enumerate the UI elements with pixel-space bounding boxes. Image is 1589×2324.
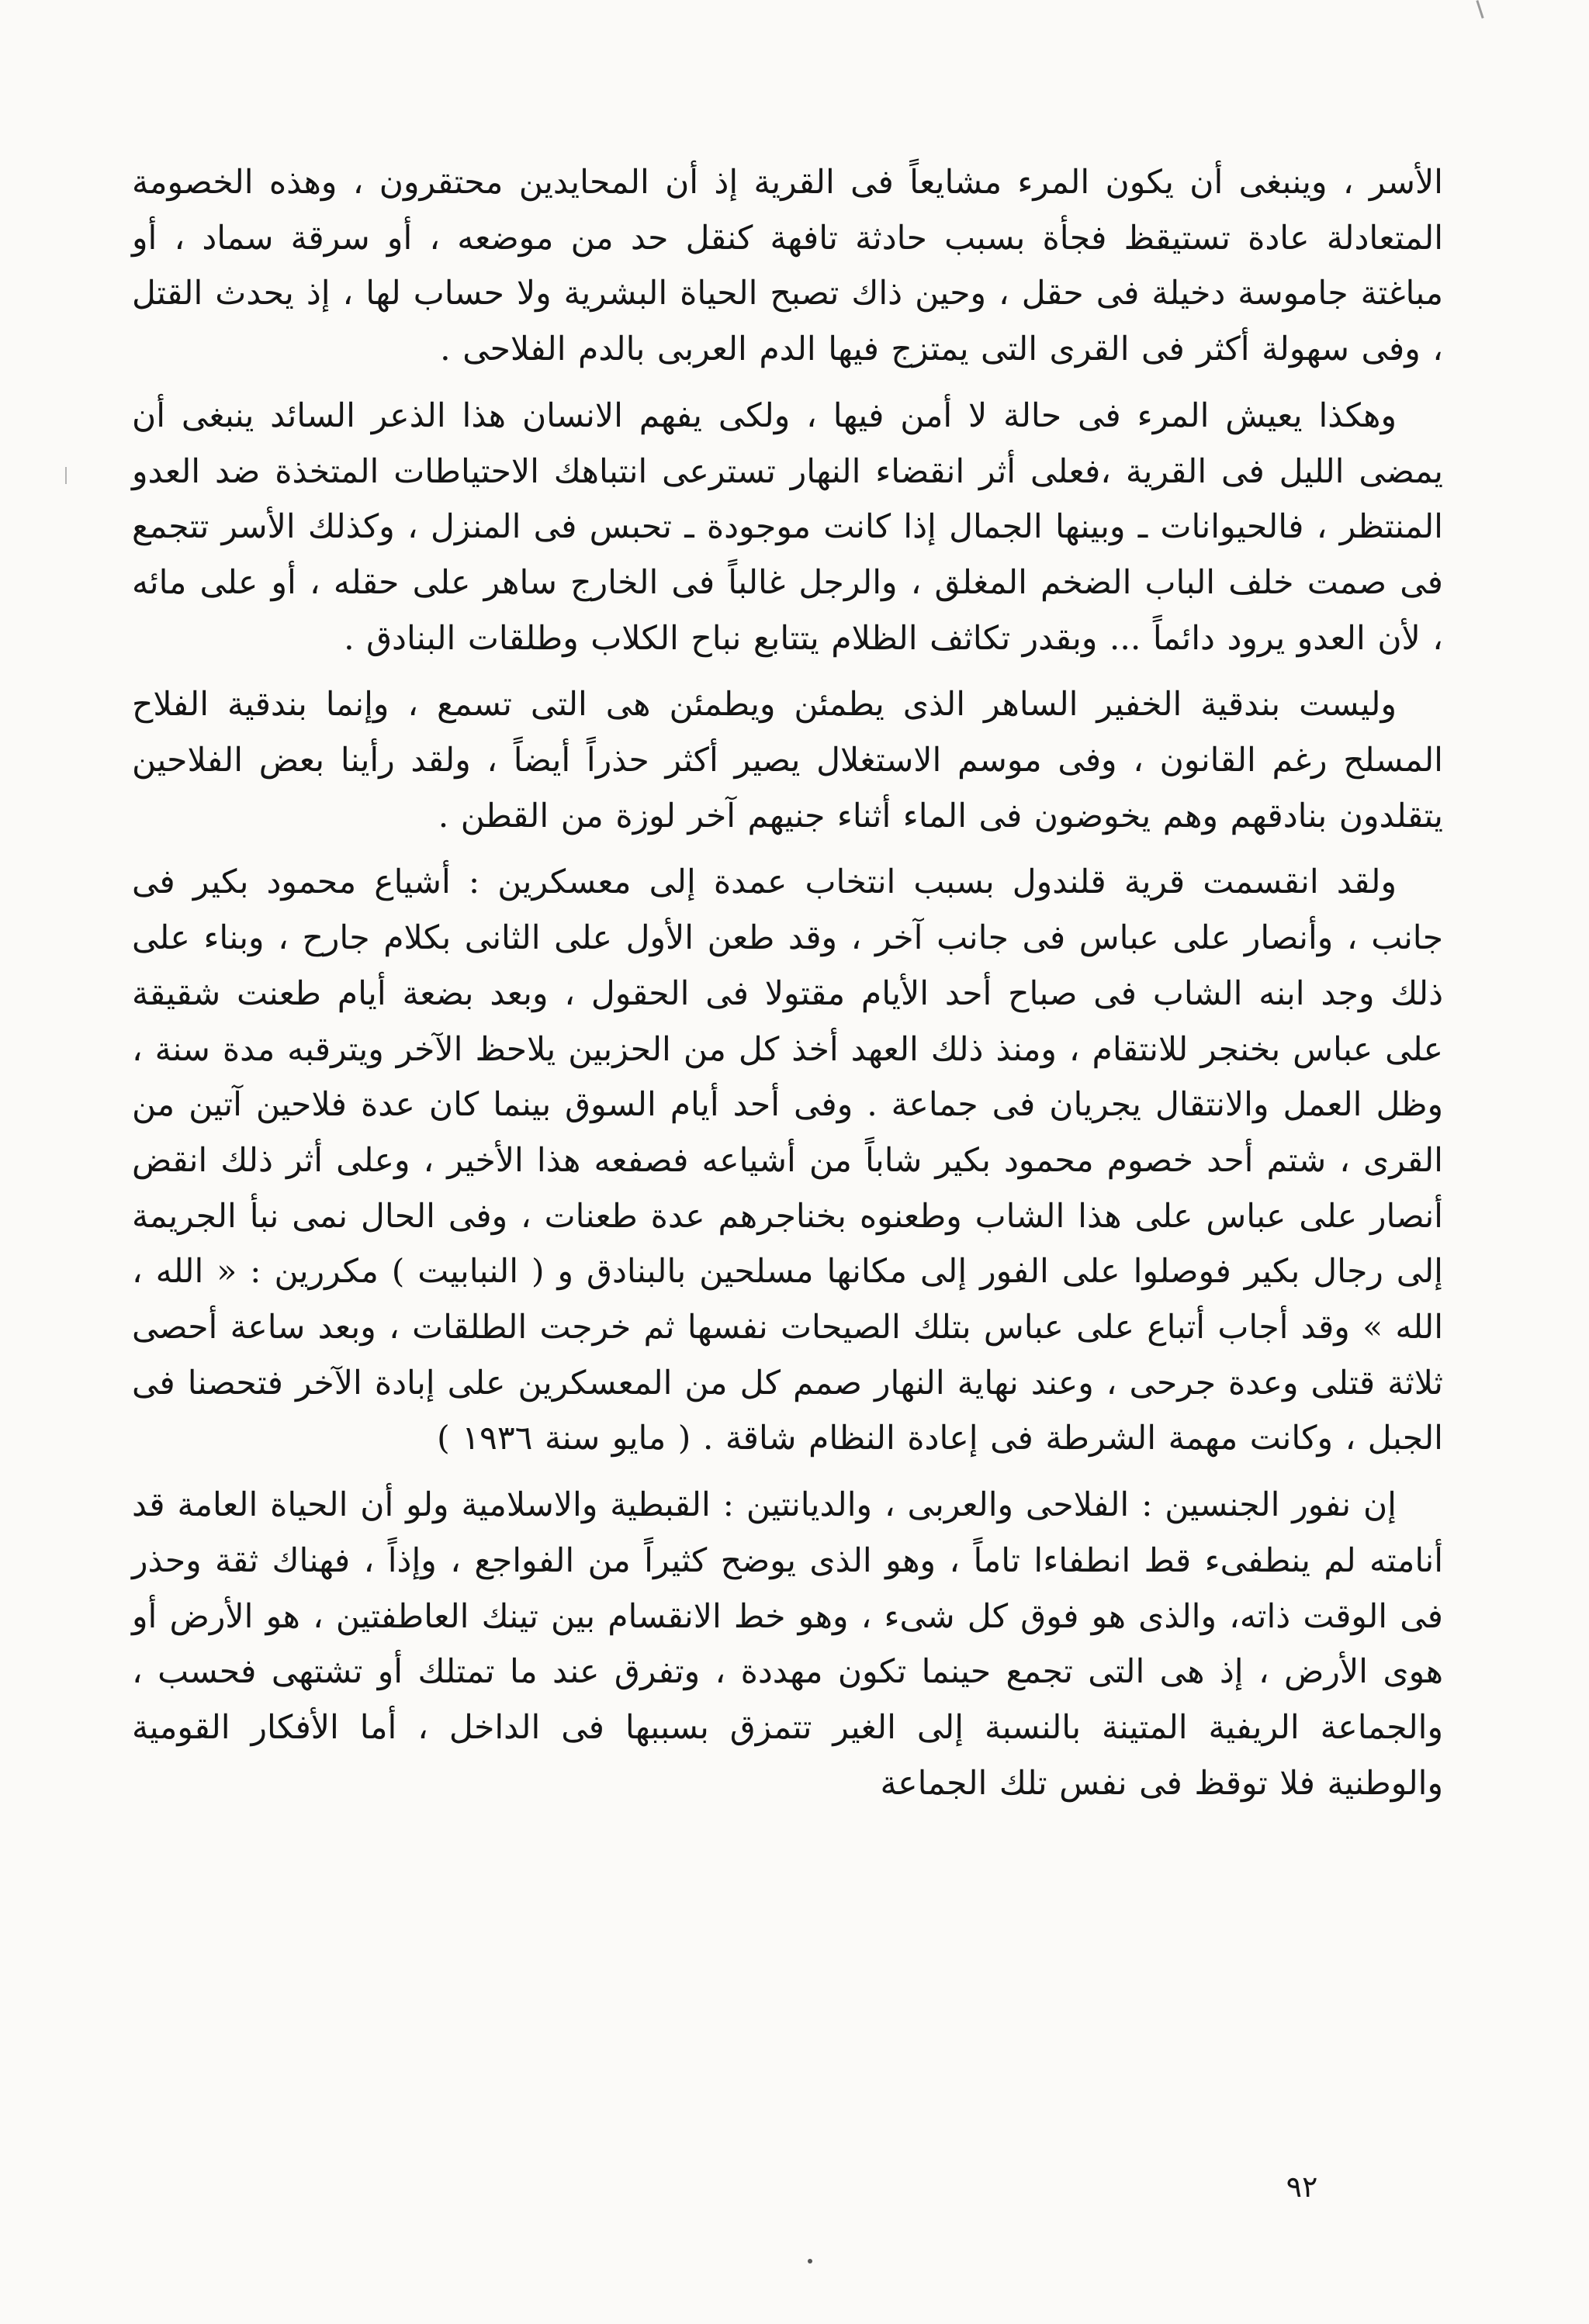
scan-mark-top <box>1476 0 1483 19</box>
paragraph-2: وهكذا يعيش المرء فى حالة لا أمن فيها ، ولكى يفهم الانسان هذا الذعر السائد ينبغى أن يمضى الليل فى القرية ،فعلى أثر انقضاء النهار تسترعى انتباهك الاحتياطات المتخذة ضد العدو المنتظر ، فالحيوانات ـ وبينها الجمال إذا كانت موجودة ـ تحبس فى المنزل ، وكذلك الأسر تتجمع فى صمت خلف الباب الضخم المغلق ، والرجل غالباً فى الخارج ساهر على حقله ، أو على مائه ، لأن العدو يرود دائماً ... وبقدر تكاثف الظلام يتتابع نباح الكلاب وطلقات البنادق . <box>132 396 1443 658</box>
paragraph-5: إن نفور الجنسين : الفلاحى والعربى ، والديانتين : القبطية والاسلامية ولو أن الحياة العامة قد أنامته لم ينطفىء قط انطفاءا تاماً ، وهو الذى يوضح كثيراً من الفواجع ، وإذاً ، فهناك ثقة وحذر فى الوقت ذاته، والذى هو فوق كل شىء ، وهو خط الانقسام بين تينك العاطفتين ، هو الأرض أو هوى الأرض ، إذ هى التى تجمع حينما تكون مهددة ، وتفرق عند ما تمتلك أو تشتهى فحسب ، والجماعة الريفية المتينة بالنسبة إلى الغير تتمزق بسببها فى الداخل ، أما الأفكار القومية والوطنية فلا توقظ فى نفس تلك الجماعة <box>132 1486 1443 1803</box>
paragraph-3: وليست بندقية الخفير الساهر الذى يطمئن ويطمئن هى التى تسمع ، وإنما بندقية الفلاح المسلح رغم القانون ، وفى موسم الاستغلال يصير أكثر حذراً أيضاً ، ولقد رأينا بعض الفلاحين يتقلدون بنادقهم وهم يخوضون فى الماء أثناء جنيهم آخر لوزة من القطن . <box>132 686 1443 835</box>
paragraph-1: الأسر ، وينبغى أن يكون المرء مشايعاً فى القرية إذ أن المحايدين محتقرون ، وهذه الخصومة المتعادلة عادة تستيقظ فجأة بسبب حادثة تافهة كنقل حد من موضعه ، أو سرقة سماد ، أو مباغتة جاموسة دخيلة فى حقل ، وحين ذاك تصبح الحياة البشرية ولا حساب لها ، إذ يحدث القتل ، وفى سهولة أكثر فى القرى التى يمتزج فيها الدم العربى بالدم الفلاحى . <box>132 164 1443 369</box>
page-number: ٩٢ <box>1286 2170 1318 2204</box>
paragraph-4: ولقد انقسمت قرية قلندول بسبب انتخاب عمدة إلى معسكرين : أشياع محمود بكير فى جانب ، وأنصار على عباس فى جانب آخر ، وقد طعن الأول على الثانى بكلام جارح ، وبناء على ذلك وجد ابنه الشاب فى صباح أحد الأيام مقتولا فى الحقول ، وبعد بضعة أيام طعنت شقيقة على عباس بخنجر للانتقام ، ومنذ ذلك العهد أخذ كل من الحزبين يلاحظ الآخر ويترقبه مدة سنة ، وظل العمل والانتقال يجريان فى جماعة . وفى أحد أيام السوق بينما كان عدة فلاحين آتين من القرى ، شتم أحد خصوم محمود بكير شاباً من أشياعه فصفعه هذا الأخير ، وعلى أثر ذلك انقض أنصار على عباس على هذا الشاب وطعنوه بخناجرهم عدة طعنات ، وفى الحال نمى نبأ الجريمة إلى رجال بكير فوصلوا على الفور إلى مكانها مسلحين بالبنادق و ( النبابيت ) مكررين : « الله ، الله » وقد أجاب أتباع على عباس بتلك الصيحات نفسها ثم خرجت الطلقات ، وبعد ساعة أحصى ثلاثة قتلى وعدة جرحى ، وعند نهاية النهار صمم كل من المعسكرين على إبادة الآخر فتحصنا فى الجبل ، وكانت مهمة الشرطة فى إعادة النظام شاقة . ( مايو سنة ١٩٣٦ ) <box>132 863 1443 1458</box>
scan-mark-dot <box>808 2259 812 2263</box>
body-text <box>132 155 1443 1822</box>
scan-mark-margin <box>65 467 67 484</box>
